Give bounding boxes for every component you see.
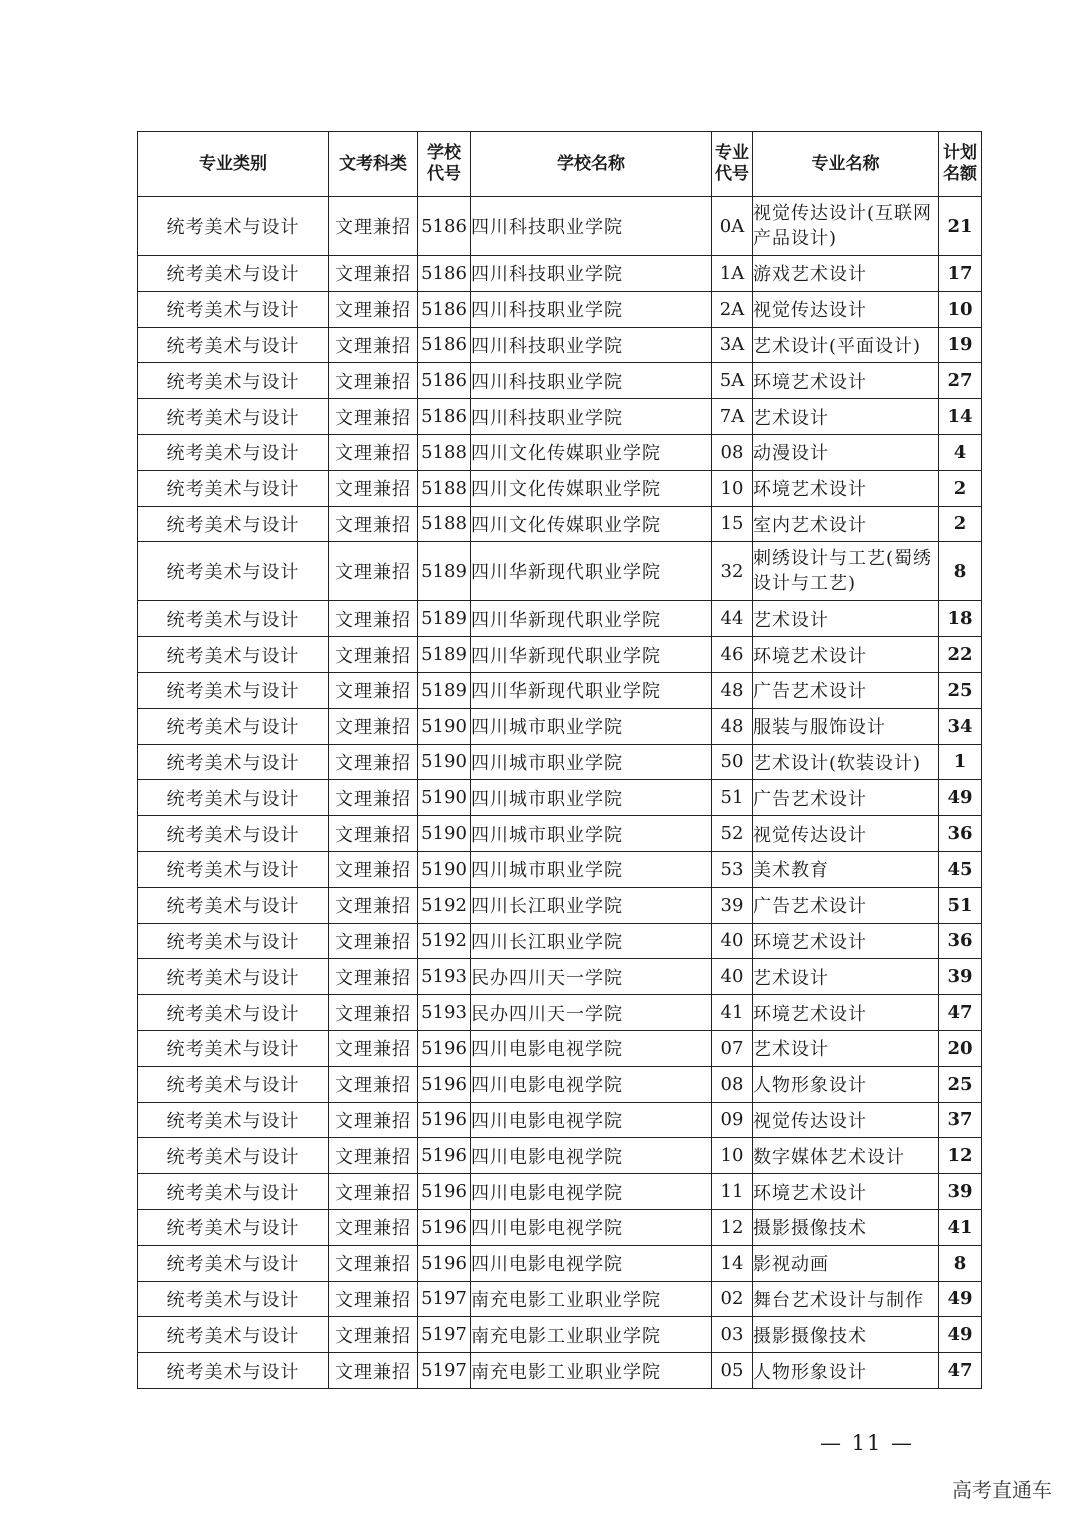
cell-quota: 20	[939, 1030, 982, 1066]
cell-quota: 45	[939, 851, 982, 887]
cell-major-code: 46	[712, 637, 753, 673]
cell-major-code: 12	[712, 1209, 753, 1245]
cell-subject: 文理兼招	[329, 1066, 418, 1102]
cell-quota: 37	[939, 1102, 982, 1138]
cell-quota: 36	[939, 923, 982, 959]
cell-major-code: 14	[712, 1245, 753, 1281]
cell-major-name: 人物形象设计	[753, 1066, 939, 1102]
cell-school-code: 5189	[418, 637, 471, 673]
cell-major-name: 视觉传达设计	[753, 816, 939, 852]
table-row	[138, 1353, 982, 1389]
cell-major-name: 摄影摄像技术	[753, 1209, 939, 1245]
cell-major-code: 08	[712, 434, 753, 470]
cell-quota: 8	[939, 1245, 982, 1281]
cell-major-name: 视觉传达设计	[753, 291, 939, 327]
cell-major-code: 40	[712, 923, 753, 959]
cell-major-name: 游戏艺术设计	[753, 256, 939, 292]
cell-quota: 39	[939, 959, 982, 995]
cell-major-name: 摄影摄像技术	[753, 1317, 939, 1353]
cell-major-code: 5A	[712, 363, 753, 399]
cell-quota: 18	[939, 601, 982, 637]
cell-school-code: 5190	[418, 816, 471, 852]
cell-category: 统考美术与设计	[138, 1030, 329, 1066]
cell-school-code: 5196	[418, 1030, 471, 1066]
table-row	[138, 1317, 982, 1353]
cell-quota: 2	[939, 506, 982, 542]
cell-quota: 34	[939, 708, 982, 744]
cell-school-code: 5189	[418, 672, 471, 708]
cell-quota: 47	[939, 1353, 982, 1389]
table-row	[138, 1281, 982, 1317]
cell-major-name: 艺术设计	[753, 399, 939, 435]
cell-quota: 12	[939, 1138, 982, 1174]
table-row	[138, 256, 982, 292]
cell-subject: 文理兼招	[329, 851, 418, 887]
cell-major-code: 48	[712, 672, 753, 708]
table-row	[138, 399, 982, 435]
cell-major-code: 39	[712, 887, 753, 923]
cell-category: 统考美术与设计	[138, 780, 329, 816]
cell-major-code: 41	[712, 995, 753, 1031]
cell-school-code: 5189	[418, 601, 471, 637]
cell-subject: 文理兼招	[329, 1138, 418, 1174]
cell-school-name: 四川电影电视学院	[471, 1066, 712, 1102]
cell-quota: 49	[939, 780, 982, 816]
cell-school-name: 四川电影电视学院	[471, 1174, 712, 1210]
header-quota: 计划名额	[939, 132, 982, 197]
cell-major-code: 08	[712, 1066, 753, 1102]
cell-major-code: 15	[712, 506, 753, 542]
header-school-code: 学校代号	[418, 132, 471, 197]
cell-quota: 1	[939, 744, 982, 780]
cell-quota: 2	[939, 470, 982, 506]
cell-major-code: 32	[712, 542, 753, 601]
cell-category: 统考美术与设计	[138, 291, 329, 327]
cell-school-code: 5196	[418, 1066, 471, 1102]
cell-subject: 文理兼招	[329, 601, 418, 637]
cell-school-name: 四川电影电视学院	[471, 1209, 712, 1245]
cell-subject: 文理兼招	[329, 1353, 418, 1389]
cell-subject: 文理兼招	[329, 708, 418, 744]
cell-category: 统考美术与设计	[138, 327, 329, 363]
table-row	[138, 780, 982, 816]
cell-school-name: 四川科技职业学院	[471, 197, 712, 256]
cell-school-code: 5196	[418, 1245, 471, 1281]
cell-school-name: 四川华新现代职业学院	[471, 542, 712, 601]
cell-school-code: 5190	[418, 780, 471, 816]
cell-school-name: 四川城市职业学院	[471, 780, 712, 816]
cell-subject: 文理兼招	[329, 995, 418, 1031]
cell-major-code: 1A	[712, 256, 753, 292]
cell-major-code: 53	[712, 851, 753, 887]
cell-quota: 14	[939, 399, 982, 435]
cell-category: 统考美术与设计	[138, 1102, 329, 1138]
table-row	[138, 887, 982, 923]
cell-major-code: 0A	[712, 197, 753, 256]
watermark-text: 高考直通车	[952, 1478, 1052, 1502]
cell-major-name: 艺术设计(平面设计)	[753, 327, 939, 363]
cell-school-name: 南充电影工业职业学院	[471, 1281, 712, 1317]
cell-school-name: 民办四川天一学院	[471, 959, 712, 995]
cell-school-code: 5186	[418, 363, 471, 399]
cell-category: 统考美术与设计	[138, 959, 329, 995]
cell-school-code: 5196	[418, 1209, 471, 1245]
cell-quota: 47	[939, 995, 982, 1031]
cell-school-name: 四川城市职业学院	[471, 708, 712, 744]
cell-subject: 文理兼招	[329, 506, 418, 542]
cell-quota: 49	[939, 1317, 982, 1353]
cell-quota: 25	[939, 672, 982, 708]
cell-school-code: 5197	[418, 1281, 471, 1317]
header-school-name: 学校名称	[471, 132, 712, 197]
cell-school-name: 四川城市职业学院	[471, 851, 712, 887]
cell-category: 统考美术与设计	[138, 399, 329, 435]
table-row	[138, 1174, 982, 1210]
cell-school-code: 5190	[418, 708, 471, 744]
cell-school-name: 四川科技职业学院	[471, 291, 712, 327]
cell-category: 统考美术与设计	[138, 672, 329, 708]
table-row	[138, 744, 982, 780]
cell-category: 统考美术与设计	[138, 1281, 329, 1317]
cell-category: 统考美术与设计	[138, 995, 329, 1031]
cell-school-code: 5190	[418, 851, 471, 887]
cell-category: 统考美术与设计	[138, 470, 329, 506]
cell-subject: 文理兼招	[329, 542, 418, 601]
cell-school-name: 四川电影电视学院	[471, 1138, 712, 1174]
cell-category: 统考美术与设计	[138, 923, 329, 959]
cell-major-name: 广告艺术设计	[753, 887, 939, 923]
cell-school-code: 5192	[418, 923, 471, 959]
cell-major-name: 刺绣设计与工艺(蜀绣设计与工艺)	[753, 542, 939, 601]
cell-category: 统考美术与设计	[138, 506, 329, 542]
cell-quota: 22	[939, 637, 982, 673]
cell-major-code: 10	[712, 470, 753, 506]
table-row	[138, 506, 982, 542]
table-row	[138, 672, 982, 708]
cell-subject: 文理兼招	[329, 399, 418, 435]
cell-school-code: 5196	[418, 1174, 471, 1210]
table-row	[138, 708, 982, 744]
cell-major-code: 44	[712, 601, 753, 637]
cell-school-code: 5197	[418, 1353, 471, 1389]
cell-school-name: 四川城市职业学院	[471, 816, 712, 852]
cell-subject: 文理兼招	[329, 959, 418, 995]
table-row	[138, 851, 982, 887]
cell-school-code: 5186	[418, 399, 471, 435]
cell-category: 统考美术与设计	[138, 363, 329, 399]
cell-subject: 文理兼招	[329, 672, 418, 708]
cell-school-name: 四川科技职业学院	[471, 399, 712, 435]
cell-category: 统考美术与设计	[138, 601, 329, 637]
cell-major-name: 室内艺术设计	[753, 506, 939, 542]
cell-category: 统考美术与设计	[138, 1138, 329, 1174]
header-subject: 文考科类	[329, 132, 418, 197]
cell-major-name: 艺术设计	[753, 959, 939, 995]
cell-subject: 文理兼招	[329, 887, 418, 923]
cell-quota: 19	[939, 327, 982, 363]
cell-quota: 4	[939, 434, 982, 470]
cell-school-code: 5186	[418, 256, 471, 292]
cell-major-code: 52	[712, 816, 753, 852]
cell-school-code: 5186	[418, 327, 471, 363]
cell-major-code: 50	[712, 744, 753, 780]
cell-subject: 文理兼招	[329, 923, 418, 959]
cell-subject: 文理兼招	[329, 1174, 418, 1210]
cell-major-code: 03	[712, 1317, 753, 1353]
cell-subject: 文理兼招	[329, 780, 418, 816]
cell-major-code: 7A	[712, 399, 753, 435]
cell-major-name: 数字媒体艺术设计	[753, 1138, 939, 1174]
cell-school-code: 5197	[418, 1317, 471, 1353]
cell-major-name: 美术教育	[753, 851, 939, 887]
cell-major-name: 环境艺术设计	[753, 995, 939, 1031]
cell-school-name: 四川科技职业学院	[471, 327, 712, 363]
cell-category: 统考美术与设计	[138, 1353, 329, 1389]
cell-category: 统考美术与设计	[138, 1317, 329, 1353]
cell-subject: 文理兼招	[329, 327, 418, 363]
table-row	[138, 601, 982, 637]
table-row	[138, 923, 982, 959]
header-major-name: 专业名称	[753, 132, 939, 197]
table-header	[138, 132, 982, 197]
cell-quota: 17	[939, 256, 982, 292]
cell-category: 统考美术与设计	[138, 708, 329, 744]
cell-school-code: 5186	[418, 291, 471, 327]
table-row	[138, 434, 982, 470]
cell-category: 统考美术与设计	[138, 637, 329, 673]
cell-school-name: 四川华新现代职业学院	[471, 672, 712, 708]
cell-school-name: 四川文化传媒职业学院	[471, 506, 712, 542]
cell-category: 统考美术与设计	[138, 887, 329, 923]
cell-subject: 文理兼招	[329, 1317, 418, 1353]
cell-major-name: 环境艺术设计	[753, 637, 939, 673]
cell-major-name: 环境艺术设计	[753, 470, 939, 506]
cell-major-name: 人物形象设计	[753, 1353, 939, 1389]
cell-subject: 文理兼招	[329, 470, 418, 506]
cell-category: 统考美术与设计	[138, 851, 329, 887]
cell-school-code: 5189	[418, 542, 471, 601]
cell-major-name: 舞台艺术设计与制作	[753, 1281, 939, 1317]
table-row	[138, 1138, 982, 1174]
cell-major-code: 3A	[712, 327, 753, 363]
cell-category: 统考美术与设计	[138, 197, 329, 256]
cell-school-code: 5186	[418, 197, 471, 256]
cell-major-name: 广告艺术设计	[753, 672, 939, 708]
cell-school-name: 南充电影工业职业学院	[471, 1317, 712, 1353]
cell-category: 统考美术与设计	[138, 744, 329, 780]
table-row	[138, 327, 982, 363]
cell-major-name: 广告艺术设计	[753, 780, 939, 816]
cell-school-code: 5193	[418, 959, 471, 995]
table-row	[138, 1245, 982, 1281]
cell-school-name: 四川电影电视学院	[471, 1102, 712, 1138]
cell-quota: 49	[939, 1281, 982, 1317]
cell-major-name: 视觉传达设计	[753, 1102, 939, 1138]
cell-subject: 文理兼招	[329, 291, 418, 327]
header-major-code: 专业代号	[712, 132, 753, 197]
cell-major-code: 11	[712, 1174, 753, 1210]
cell-school-name: 四川电影电视学院	[471, 1245, 712, 1281]
cell-major-name: 艺术设计	[753, 1030, 939, 1066]
cell-school-name: 四川长江职业学院	[471, 923, 712, 959]
cell-school-name: 南充电影工业职业学院	[471, 1353, 712, 1389]
table-row	[138, 637, 982, 673]
table-row	[138, 1066, 982, 1102]
cell-major-name: 动漫设计	[753, 434, 939, 470]
cell-school-name: 四川科技职业学院	[471, 256, 712, 292]
cell-major-name: 视觉传达设计(互联网产品设计)	[753, 197, 939, 256]
cell-school-code: 5196	[418, 1102, 471, 1138]
cell-category: 统考美术与设计	[138, 1066, 329, 1102]
cell-school-code: 5196	[418, 1138, 471, 1174]
cell-major-code: 2A	[712, 291, 753, 327]
cell-school-name: 四川电影电视学院	[471, 1030, 712, 1066]
cell-major-name: 环境艺术设计	[753, 1174, 939, 1210]
cell-category: 统考美术与设计	[138, 434, 329, 470]
cell-major-code: 10	[712, 1138, 753, 1174]
cell-school-name: 四川文化传媒职业学院	[471, 470, 712, 506]
cell-category: 统考美术与设计	[138, 1209, 329, 1245]
cell-subject: 文理兼招	[329, 1245, 418, 1281]
cell-school-code: 5193	[418, 995, 471, 1031]
table-row	[138, 1209, 982, 1245]
admission-plan-table	[137, 131, 982, 1389]
cell-major-code: 51	[712, 780, 753, 816]
cell-major-code: 02	[712, 1281, 753, 1317]
cell-subject: 文理兼招	[329, 363, 418, 399]
header-row	[138, 132, 982, 197]
cell-major-code: 05	[712, 1353, 753, 1389]
cell-quota: 8	[939, 542, 982, 601]
cell-subject: 文理兼招	[329, 256, 418, 292]
cell-subject: 文理兼招	[329, 816, 418, 852]
cell-quota: 51	[939, 887, 982, 923]
cell-school-name: 民办四川天一学院	[471, 995, 712, 1031]
cell-major-code: 07	[712, 1030, 753, 1066]
cell-major-name: 影视动画	[753, 1245, 939, 1281]
cell-school-code: 5192	[418, 887, 471, 923]
table-row	[138, 470, 982, 506]
cell-major-code: 40	[712, 959, 753, 995]
cell-school-name: 四川城市职业学院	[471, 744, 712, 780]
cell-school-name: 四川文化传媒职业学院	[471, 434, 712, 470]
table-row	[138, 1102, 982, 1138]
table-body	[138, 197, 982, 1389]
cell-school-code: 5188	[418, 506, 471, 542]
cell-quota: 21	[939, 197, 982, 256]
cell-major-name: 艺术设计	[753, 601, 939, 637]
cell-major-name: 服装与服饰设计	[753, 708, 939, 744]
cell-subject: 文理兼招	[329, 1102, 418, 1138]
cell-subject: 文理兼招	[329, 197, 418, 256]
cell-category: 统考美术与设计	[138, 256, 329, 292]
cell-school-code: 5188	[418, 434, 471, 470]
cell-quota: 39	[939, 1174, 982, 1210]
cell-major-name: 环境艺术设计	[753, 923, 939, 959]
cell-school-name: 四川华新现代职业学院	[471, 637, 712, 673]
cell-quota: 25	[939, 1066, 982, 1102]
cell-school-name: 四川科技职业学院	[471, 363, 712, 399]
cell-school-name: 四川华新现代职业学院	[471, 601, 712, 637]
cell-category: 统考美术与设计	[138, 1245, 329, 1281]
cell-school-code: 5190	[418, 744, 471, 780]
cell-quota: 41	[939, 1209, 982, 1245]
cell-major-code: 48	[712, 708, 753, 744]
cell-subject: 文理兼招	[329, 744, 418, 780]
cell-quota: 27	[939, 363, 982, 399]
cell-subject: 文理兼招	[329, 1030, 418, 1066]
header-category: 专业类别	[138, 132, 329, 197]
cell-subject: 文理兼招	[329, 434, 418, 470]
table-row	[138, 1030, 982, 1066]
table-row	[138, 363, 982, 399]
cell-subject: 文理兼招	[329, 1281, 418, 1317]
page-number: — 11 —	[819, 1431, 915, 1455]
cell-category: 统考美术与设计	[138, 816, 329, 852]
table-row	[138, 542, 982, 601]
cell-subject: 文理兼招	[329, 1209, 418, 1245]
cell-major-code: 09	[712, 1102, 753, 1138]
cell-school-name: 四川长江职业学院	[471, 887, 712, 923]
cell-quota: 36	[939, 816, 982, 852]
table-row	[138, 995, 982, 1031]
cell-major-name: 艺术设计(软装设计)	[753, 744, 939, 780]
cell-major-name: 环境艺术设计	[753, 363, 939, 399]
table-row	[138, 197, 982, 256]
cell-category: 统考美术与设计	[138, 1174, 329, 1210]
cell-category: 统考美术与设计	[138, 542, 329, 601]
cell-subject: 文理兼招	[329, 637, 418, 673]
table-row	[138, 959, 982, 995]
table-row	[138, 816, 982, 852]
table-row	[138, 291, 982, 327]
cell-school-code: 5188	[418, 470, 471, 506]
cell-quota: 10	[939, 291, 982, 327]
